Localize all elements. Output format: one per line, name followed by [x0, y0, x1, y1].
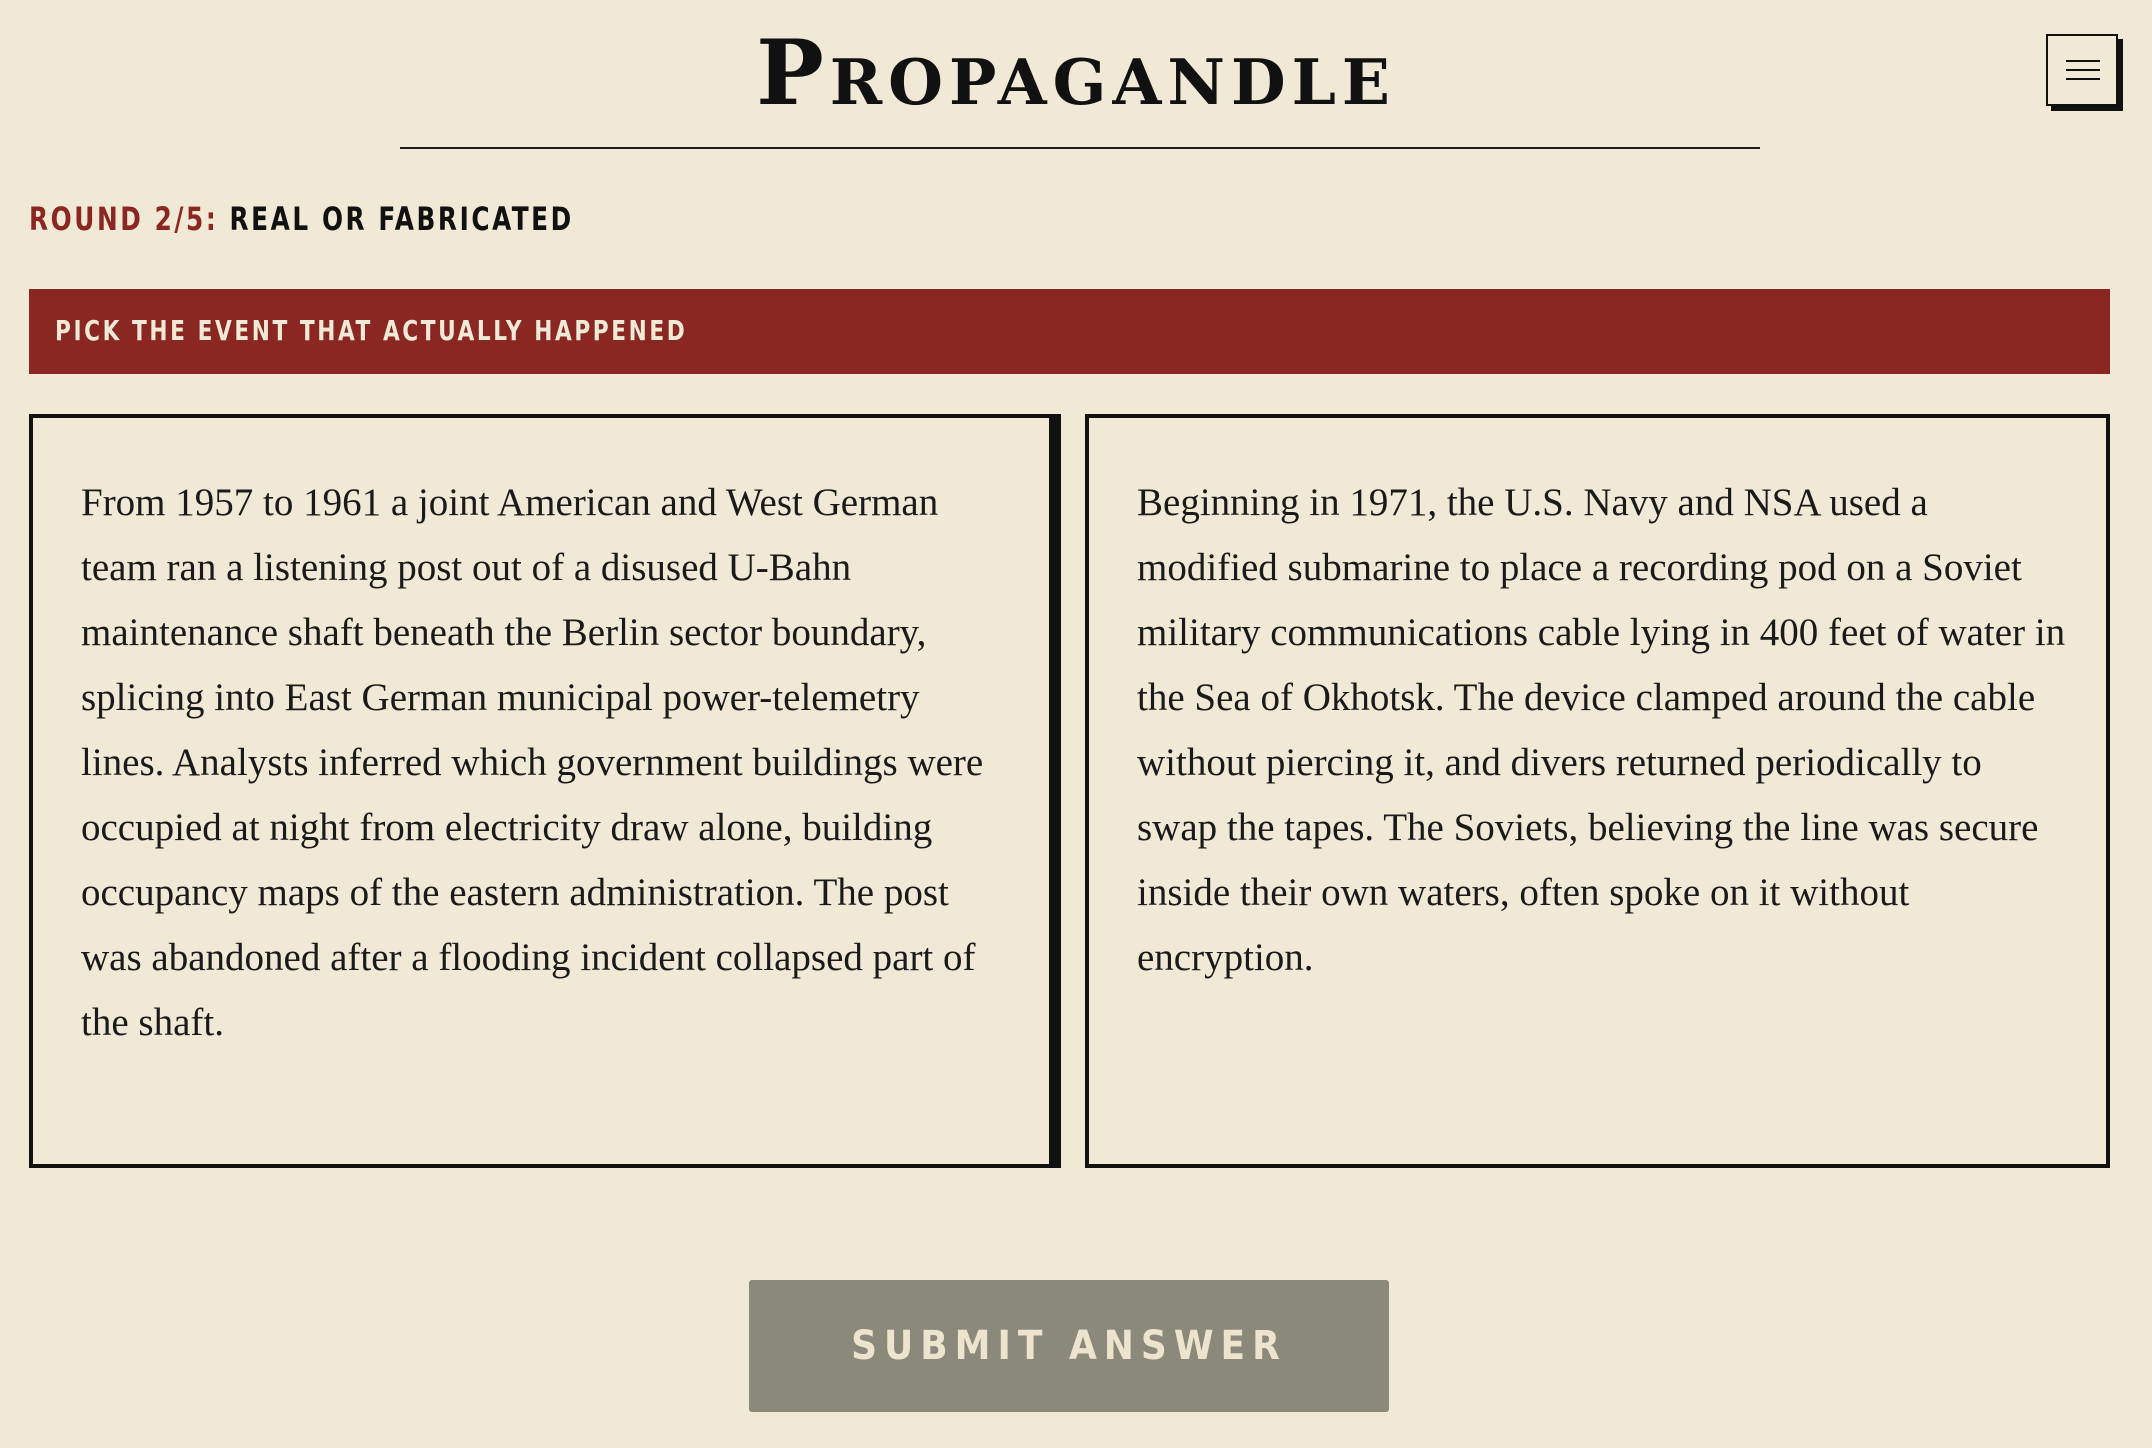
round-label: ROUND 2/5: — [29, 200, 219, 238]
title-divider — [400, 147, 1760, 149]
option-card-1[interactable] — [29, 414, 1053, 1168]
page-title: Propagandle — [756, 20, 1396, 126]
instruction-text: PICK THE EVENT THAT ACTUALLY HAPPENED — [55, 314, 688, 347]
round-mode: REAL OR FABRICATED — [229, 200, 574, 238]
option-text-1: From 1957 to 1961 a joint American and West German team ran a listening post out of a disused U-Bahn maintenance shaft beneath the Berlin sector boundary, splicing into East German municipal power-telemetry lines. Analysts inferred which government buildings were occupied at night from electricity draw alone, building occupancy maps of the eastern administration. The post was abandoned after a flooding incident collapsed part of the shaft. — [81, 481, 984, 1044]
submit-answer-label: SUBMIT ANSWER — [851, 1323, 1287, 1369]
menu-button[interactable] — [2046, 34, 2118, 106]
instruction-banner — [29, 289, 2110, 374]
option-text-2: Beginning in 1971, the U.S. Navy and NSA used a modified submarine to place a recording pod on a Soviet military communications cable lying in 400 feet of water in the Sea of Okhotsk. The device clamped around the cable without piercing it, and divers returned periodically to swap the tapes. The Soviets, believing the line was secure inside their own waters, often spoke on it without encryption. — [1137, 481, 2066, 979]
hamburger-menu-icon — [2066, 60, 2100, 80]
submit-answer-button[interactable] — [749, 1280, 1389, 1412]
round-indicator — [29, 198, 574, 240]
option-card-2[interactable] — [1085, 414, 2110, 1168]
